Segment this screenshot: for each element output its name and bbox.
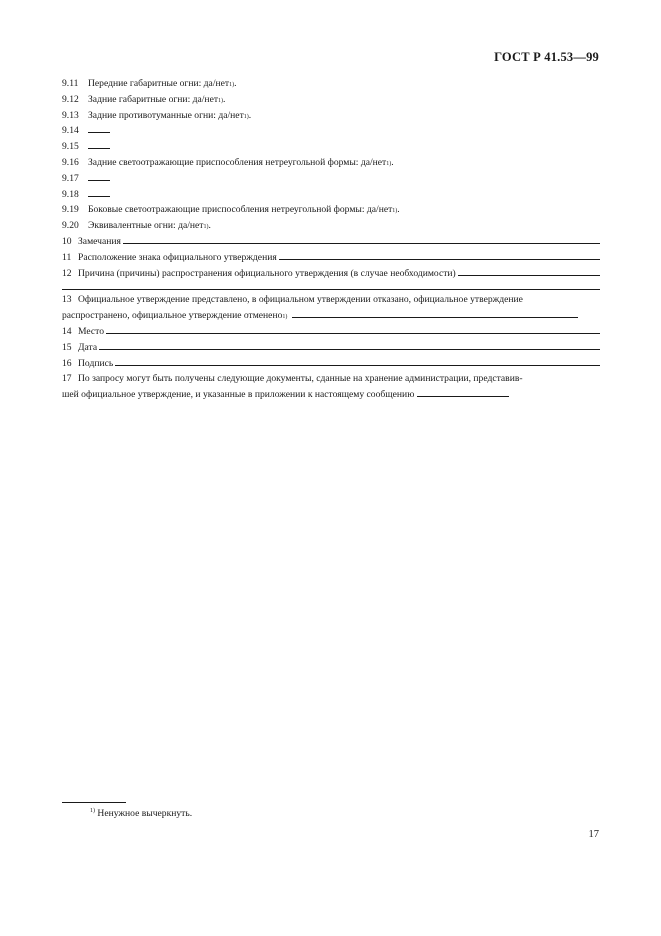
item-number: 9.17 (62, 172, 79, 184)
field-label: Дата (78, 341, 98, 353)
item-9-20: 9.20 Эквивалентные огни: да/нет 1) . (62, 218, 600, 234)
field-label: Расположение знака официального утверждения (78, 251, 277, 263)
item-9-12: 9.12 Задние габаритные огни: да/нет 1) . (62, 92, 600, 108)
item-number: 9.11 (62, 78, 79, 89)
approval-mark-location-input-line[interactable] (279, 250, 600, 260)
field-approval-mark-location (62, 250, 600, 266)
item-number: 9.14 (62, 125, 79, 137)
item-9-16: 9.16 Задние светоотражающие приспособления нетреугольной формы: да/нет 1) . (62, 155, 600, 171)
field-approval-status-line1 (62, 292, 600, 308)
field-number: 13 (62, 294, 72, 306)
item-tail: . (248, 109, 252, 121)
field-label-continued: распространено, официальное утверждение отменено (62, 310, 283, 322)
field-approval-status-line2: распространено, официальное утверждение отменено 1) (62, 308, 600, 324)
item-number: 9.13 (62, 109, 79, 121)
footnote-divider (62, 802, 126, 803)
footnote-text: Ненужное вычеркнуть. (97, 808, 193, 819)
signature-input-line[interactable] (115, 356, 600, 366)
field-label: Замечания (78, 235, 121, 247)
field-number: 15 (62, 341, 72, 353)
field-number: 12 (62, 267, 72, 279)
field-extension-reason (62, 266, 600, 282)
item-number: 9.20 (62, 220, 79, 232)
item-tail: . (208, 220, 211, 232)
item-9-19: 9.19 Боковые светоотражающие приспособления нетреугольной формы: да/нет 1) . (62, 202, 600, 218)
approval-status-input-line[interactable] (292, 308, 578, 318)
footnote-mark: 1) (90, 808, 95, 814)
blank-line (88, 171, 110, 181)
item-text: Передние габаритные огни: да/нет (88, 78, 230, 89)
field-label: Официальное утверждение представлено, в официальном утверждении отказано, официальное утверждение (78, 294, 523, 306)
item-9-13: 9.13 Задние противотуманные огни: да/нет 1) . (62, 108, 600, 124)
blank-line (88, 187, 110, 197)
item-number: 9.15 (62, 141, 79, 153)
item-9-11: 9.11 Передние габаритные огни: да/нет 1) . (62, 76, 600, 92)
page-number: 17 (588, 829, 599, 840)
field-documents-line1 (62, 371, 600, 387)
field-date (62, 340, 600, 356)
item-9-18 (62, 187, 600, 203)
item-number: 9.19 (62, 204, 79, 216)
extension-reason-input-line[interactable] (458, 266, 600, 276)
blank-line (88, 139, 110, 149)
remarks-input-line[interactable] (123, 234, 600, 244)
item-tail: . (391, 156, 394, 168)
field-label-continued: шей официальное утверждение, и указанные в приложении к настоящему сообщению (62, 389, 415, 401)
item-number: 9.18 (62, 188, 79, 200)
field-place (62, 324, 600, 340)
place-input-line[interactable] (106, 324, 600, 334)
field-label: Причина (причины) распространения официального утверждения (в случае необходимости) (78, 267, 456, 279)
item-9-17 (62, 171, 600, 187)
form-content (62, 76, 600, 403)
item-9-15 (62, 139, 600, 155)
field-documents-line2 (62, 387, 600, 403)
field-number: 16 (62, 357, 72, 369)
item-text: Эквивалентные огни: да/нет (88, 220, 204, 232)
item-tail: . (397, 204, 400, 216)
footnote (90, 808, 192, 819)
item-number: 9.12 (62, 93, 79, 105)
field-number: 17 (62, 373, 72, 385)
item-number: 9.16 (62, 156, 79, 168)
field-label: Подпись (78, 357, 114, 369)
item-text: Задние светоотражающие приспособления нетреугольной формы: да/нет (88, 156, 387, 168)
item-text: Боковые светоотражающие приспособления нетреугольной формы: да/нет (88, 204, 393, 216)
field-number: 11 (62, 251, 72, 263)
item-text: Задние габаритные огни: да/нет (88, 93, 219, 105)
field-label: Место (78, 325, 105, 337)
date-input-line[interactable] (99, 340, 600, 350)
blank-line (88, 123, 110, 133)
field-signature (62, 356, 600, 372)
item-tail: . (223, 93, 226, 105)
documents-input-line[interactable] (417, 387, 509, 397)
item-9-14 (62, 123, 600, 139)
item-tail: . (234, 78, 237, 89)
field-label: По запросу могут быть получены следующие документы, сданные на хранение администрации, представив- (78, 373, 523, 385)
field-number: 14 (62, 325, 72, 337)
item-text: Задние противотуманные огни: да/нет (88, 109, 244, 121)
field-number: 10 (62, 235, 72, 247)
document-header: ГОСТ Р 41.53—99 (494, 50, 599, 64)
field-remarks (62, 234, 600, 250)
extension-reason-continuation-line[interactable] (62, 281, 600, 290)
